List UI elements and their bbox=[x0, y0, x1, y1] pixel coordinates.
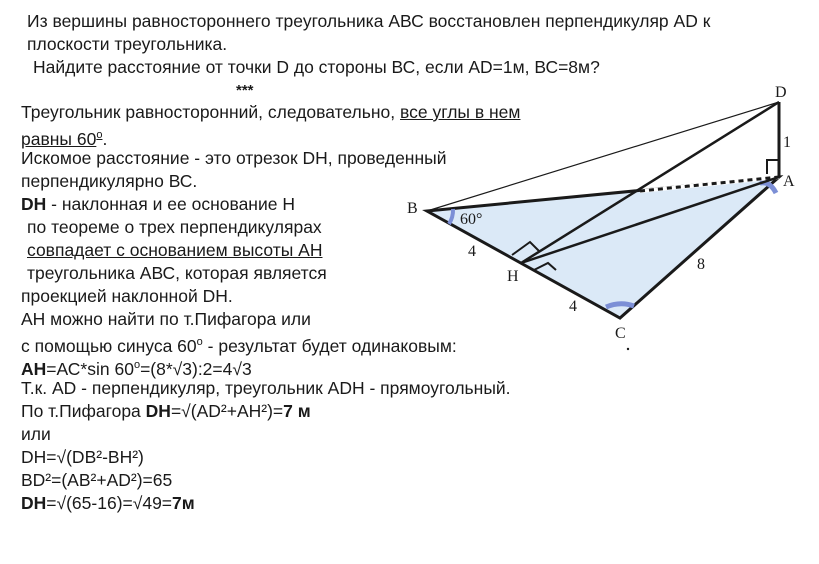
solution-text-bold: АН bbox=[21, 358, 47, 379]
solution-line-17: BD²=(AB²+AD²)=65 bbox=[21, 470, 173, 490]
label-angle-b: 60° bbox=[460, 211, 483, 228]
solution-line-3: Искомое расстояние - это отрезок DH, проведенный bbox=[21, 148, 447, 168]
solution-line-9: проекцией наклонной DH. bbox=[21, 286, 233, 306]
solution-text: =√(AD²+AH²)= bbox=[170, 401, 284, 421]
degree-sup: о bbox=[96, 129, 103, 141]
label-bh: 4 bbox=[468, 243, 476, 260]
solution-line-10: АН можно найти по т.Пифагора или bbox=[21, 309, 311, 329]
label-h: H bbox=[507, 268, 519, 285]
solution-text-underlined: все углы в нем bbox=[400, 102, 521, 122]
triangle-abc bbox=[427, 177, 779, 318]
solution-text-bold: 7м bbox=[172, 493, 195, 513]
degree-sup: о bbox=[196, 336, 203, 348]
solution-text-underlined: равны 60 bbox=[21, 128, 97, 149]
solution-text: Треугольник равносторонний, следовательно, bbox=[21, 102, 401, 122]
solution-line-8: треугольника АВС, которая является bbox=[27, 263, 327, 283]
solution-line-13: Т.к. AD - перпендикуляр, треугольник ADH - прямоугольный. bbox=[21, 378, 511, 398]
label-hc: 4 bbox=[569, 298, 577, 315]
problem-line-3: Найдите расстояние от точки D до стороны ВС, если AD=1м, ВС=8м? bbox=[33, 57, 600, 77]
solution-text: - наклонная и ее основание Н bbox=[46, 194, 295, 214]
right-angle-ad-marker bbox=[767, 160, 779, 174]
solution-text: По т.Пифагора bbox=[21, 401, 146, 421]
solution-line-4: перпендикулярно ВС. bbox=[21, 171, 198, 191]
label-a: A bbox=[783, 173, 795, 190]
solution-text: с помощью синуса 60 bbox=[21, 335, 197, 356]
solution-text: - результат будет одинаковым: bbox=[202, 335, 457, 356]
separator-stars: *** bbox=[236, 82, 254, 99]
solution-text-bold: 7 м bbox=[283, 401, 311, 421]
solution-text: =(8*√3):2=4√3 bbox=[140, 358, 252, 379]
solution-text: =АС*sin 60 bbox=[46, 358, 134, 379]
degree-sup: о bbox=[133, 359, 141, 371]
solution-line-16: DH=√(DB²-BH²) bbox=[21, 447, 144, 467]
solution-line-15: или bbox=[21, 424, 51, 444]
solution-text: =√(65-16)=√49= bbox=[46, 493, 173, 513]
solution-line-6: по теореме о трех перпендикулярах bbox=[27, 217, 322, 237]
solution-line-7: совпадает с основанием высоты АН bbox=[27, 240, 323, 260]
dot-marker bbox=[627, 348, 629, 350]
label-ad: 1 bbox=[783, 134, 791, 151]
problem-line-1: Из вершины равностороннего треугольника АВС восстановлен перпендикуляр AD к bbox=[27, 11, 711, 31]
label-d: D bbox=[775, 84, 787, 101]
problem-line-2: плоскости треугольника. bbox=[27, 34, 228, 54]
solution-text-bold: DH bbox=[145, 401, 171, 421]
label-ac: 8 bbox=[697, 256, 705, 273]
solution-text: . bbox=[102, 128, 108, 149]
solution-text-bold: DH bbox=[21, 194, 47, 214]
solution-text-bold: DH bbox=[21, 493, 47, 513]
label-b: B bbox=[407, 200, 418, 217]
label-c: C bbox=[615, 325, 626, 342]
